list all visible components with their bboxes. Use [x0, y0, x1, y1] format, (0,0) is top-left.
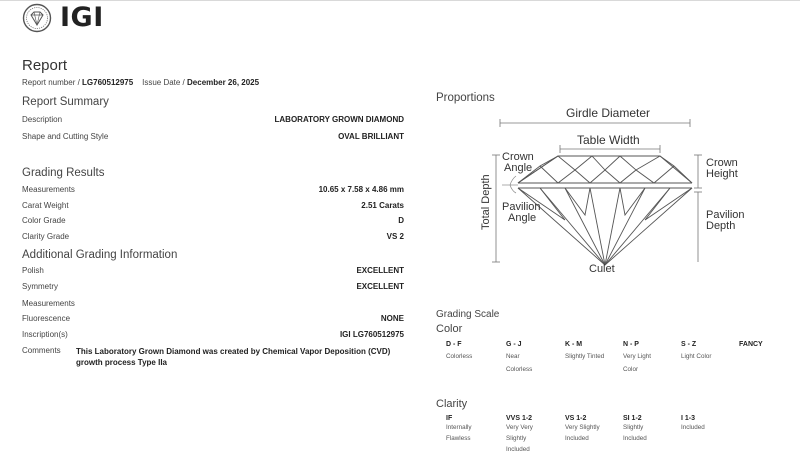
grade-code: N - P: [623, 341, 639, 348]
grade-code: D - F: [446, 341, 462, 348]
carat-weight-row: [22, 201, 404, 213]
color-grade-fancy: [739, 341, 763, 348]
row-label: Shape and Cutting Style: [22, 132, 109, 141]
grade-desc: Slightly Tinted: [565, 353, 605, 360]
grade-desc: Internally: [446, 424, 472, 431]
grade-desc: Included: [565, 435, 589, 442]
pavilion-depth-label-line1: Pavilion: [706, 209, 745, 221]
diamond-outline: [518, 156, 692, 265]
report-number: LG760512975: [82, 78, 134, 87]
description-row: [22, 115, 404, 127]
grade-desc: Near: [506, 353, 520, 360]
color-grade-g-j: [506, 341, 532, 375]
proportions-heading: Proportions: [436, 92, 495, 104]
crown-angle-arc: [510, 176, 516, 185]
culet-label: Culet: [589, 263, 615, 275]
row-label: Symmetry: [22, 282, 58, 291]
clarity-grade-row: [22, 232, 404, 244]
grade-code: FANCY: [739, 341, 763, 348]
row-label: Description: [22, 115, 63, 124]
report-number-label: Report number /: [22, 78, 80, 87]
grade-code: VVS 1-2: [506, 415, 533, 422]
row-value: EXCELLENT: [356, 282, 404, 291]
row-value: NONE: [380, 314, 404, 323]
grade-desc: Included: [506, 446, 530, 453]
row-value: OVAL BRILLIANT: [338, 132, 404, 141]
grade-desc: Very Very: [506, 424, 533, 431]
grade-code: S - Z: [681, 341, 697, 348]
grade-desc: Included: [623, 435, 647, 442]
grade-code: VS 1-2: [565, 415, 587, 422]
grade-desc: Colorless: [446, 353, 473, 360]
report-title: Report: [22, 57, 68, 74]
row-label: Measurements: [22, 185, 75, 194]
grade-desc: Very Light: [623, 353, 652, 360]
report-meta: [22, 78, 259, 87]
symmetry-row: [22, 282, 404, 294]
color-grade-n-p: [623, 341, 651, 375]
girdle-diameter-label: Girdle Diameter: [566, 106, 651, 120]
row-value: IGI LG760512975: [339, 330, 404, 339]
row-label: Measurements: [22, 299, 75, 308]
row-label: Fluorescence: [22, 314, 71, 323]
fluorescence-row: [22, 314, 404, 326]
grade-desc: Very Slightly: [565, 424, 600, 431]
row-label: Inscription(s): [22, 330, 68, 339]
issue-date-label: Issue Date /: [142, 78, 185, 87]
report-summary-heading: Report Summary: [22, 96, 109, 108]
row-label: Polish: [22, 266, 44, 275]
grade-code: G - J: [506, 341, 522, 348]
clarity-grade-if: [446, 415, 472, 444]
pavilion-angle-arc: [510, 185, 516, 193]
row-value: VS 2: [386, 232, 404, 241]
row-label: Color Grade: [22, 216, 66, 225]
measurements-extra-row: [22, 299, 404, 311]
clarity-grade-vvs: [506, 415, 533, 455]
grade-code: SI 1-2: [623, 415, 642, 422]
row-value: 10.65 x 7.58 x 4.86 mm: [318, 185, 404, 194]
polish-row: [22, 266, 404, 278]
color-grade-d-f: [446, 341, 472, 362]
table-width-label: Table Width: [577, 133, 640, 147]
top-divider: [0, 0, 800, 1]
total-depth-label: Total Depth: [480, 174, 492, 230]
grade-desc: Flawless: [446, 435, 471, 442]
grade-desc: Included: [681, 424, 705, 431]
row-value: 2.51 Carats: [361, 201, 404, 210]
grade-code: I 1-3: [681, 415, 696, 422]
row-label: Clarity Grade: [22, 232, 70, 241]
clarity-grade-si: [623, 415, 647, 444]
igi-seal-logo-icon: [22, 3, 52, 33]
crown-angle-label-line2: Angle: [504, 162, 533, 174]
row-value: D: [398, 216, 404, 225]
diamond-proportions-diagram: [470, 100, 730, 290]
color-scale-heading: Color: [436, 323, 463, 335]
grade-desc: Color: [623, 366, 639, 373]
color-grade-k-m: [565, 341, 604, 362]
grade-desc: Slightly: [623, 424, 644, 431]
row-value: EXCELLENT: [356, 266, 404, 275]
crown-height-label-line2: Height: [706, 168, 738, 180]
pavilion-angle-label-line2: Angle: [508, 212, 537, 224]
grade-desc: Colorless: [506, 366, 533, 373]
clarity-scale-heading: Clarity: [436, 398, 468, 410]
additional-info-heading: Additional Grading Information: [22, 249, 178, 261]
comments-label: Comments: [22, 346, 61, 355]
color-grade-row: [22, 216, 404, 228]
clarity-grade-i: [681, 415, 705, 433]
crown-height-label-line1: Crown: [706, 157, 738, 169]
measurements-row: [22, 185, 404, 197]
logo-text: IGI: [60, 2, 104, 33]
pavilion-depth-label-line2: Depth: [706, 220, 736, 232]
row-label: Carat Weight: [22, 201, 69, 210]
grading-results-heading: Grading Results: [22, 167, 105, 179]
clarity-grade-vs: [565, 415, 600, 444]
grade-code: IF: [446, 415, 453, 422]
issue-date: December 26, 2025: [187, 78, 260, 87]
grade-code: K - M: [565, 341, 583, 348]
pavilion-angle-label-line1: Pavilion: [502, 201, 541, 213]
crown-angle-label-line1: Crown: [502, 151, 534, 163]
color-grade-s-z: [681, 341, 711, 362]
grade-desc: Slightly: [506, 435, 527, 442]
igi-logo: [22, 2, 104, 33]
grade-desc: Light Color: [681, 353, 712, 360]
grading-scale-heading: Grading Scale: [436, 309, 500, 320]
comments-text: This Laboratory Grown Diamond was created by Chemical Vapor Deposition (CVD) growth process Type IIa: [76, 347, 391, 367]
shape-row: [22, 132, 404, 144]
inscription-row: [22, 330, 404, 342]
row-value: LABORATORY GROWN DIAMOND: [274, 115, 404, 124]
